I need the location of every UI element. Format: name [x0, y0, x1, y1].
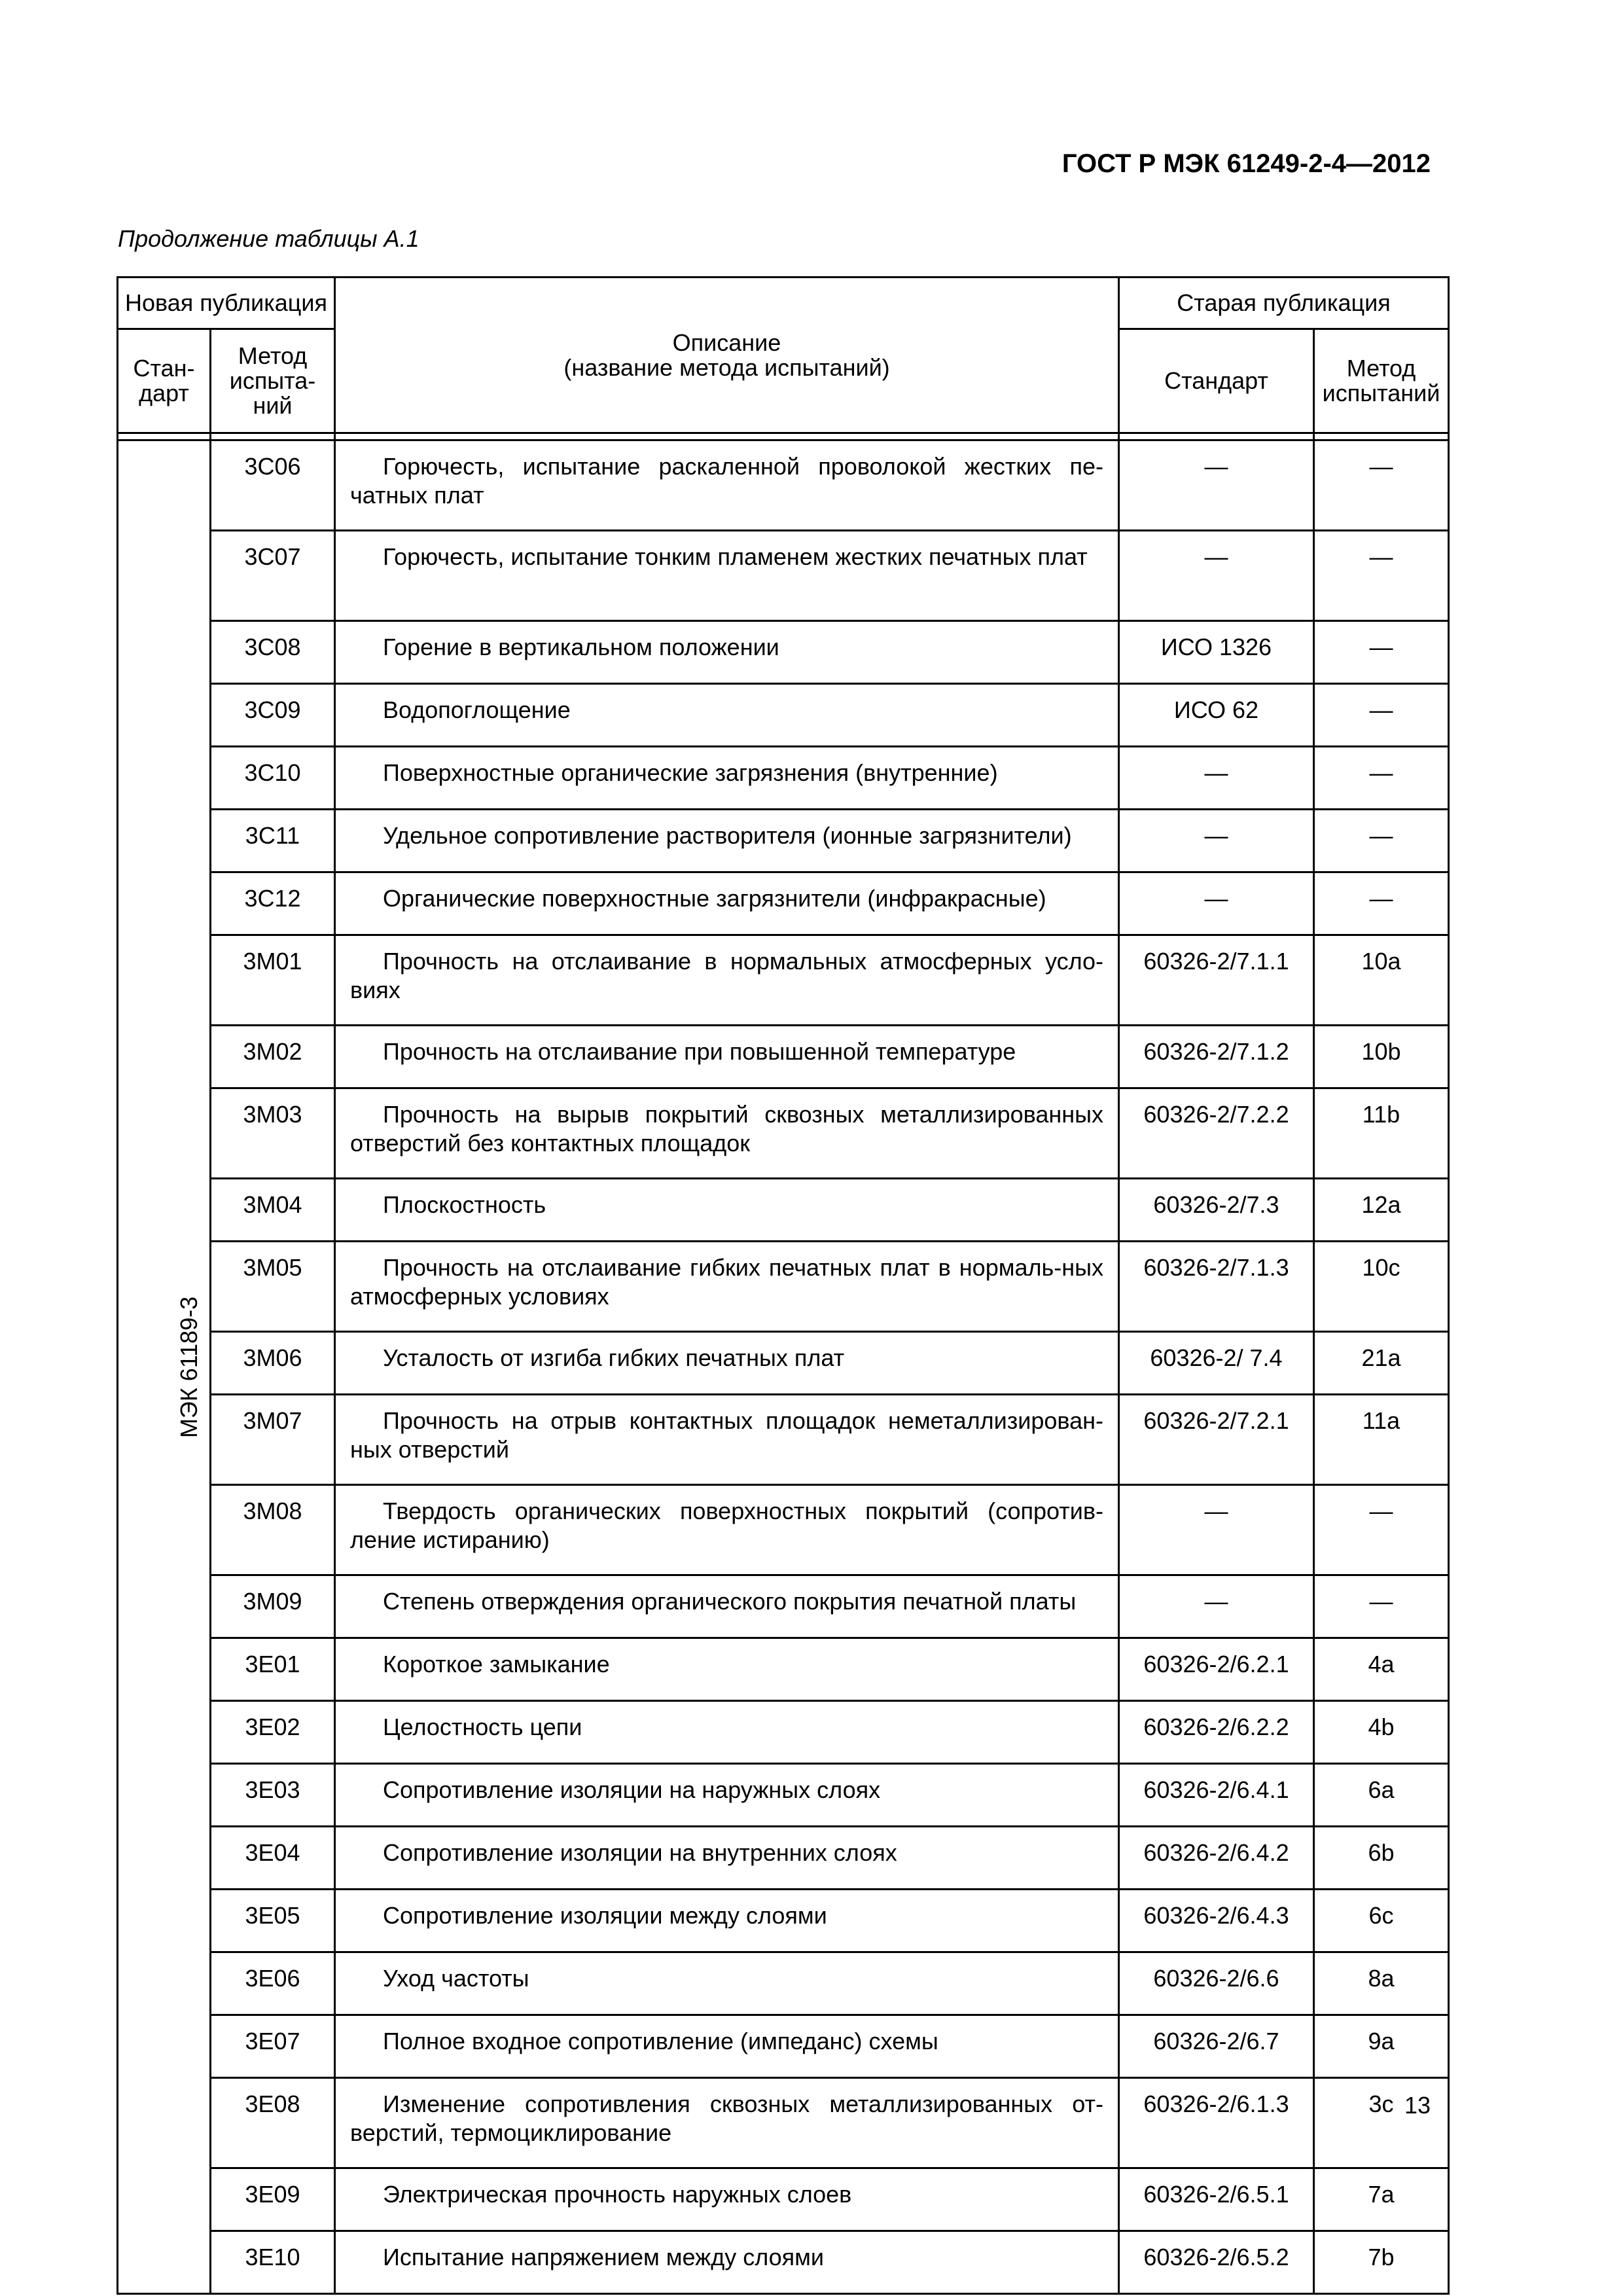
description-cell: Электрическая прочность наружных слоев: [335, 2168, 1119, 2231]
description-cell: Степень отверждения органического покрытия печатной платы: [335, 1575, 1119, 1638]
description-cell: Прочность на отслаивание гибких печатных плат в нормаль-ных атмосферных условиях: [335, 1242, 1119, 1332]
method-code-cell: 3C12: [211, 872, 335, 935]
header-gap: [211, 433, 335, 440]
table-row: [118, 1242, 1449, 1332]
old-standard-cell: —: [1119, 872, 1314, 935]
method-code-cell: 3M04: [211, 1179, 335, 1242]
table-row: [118, 684, 1449, 747]
description-cell: Плоскостность: [335, 1179, 1119, 1242]
description-cell: Горение в вертикальном положении: [335, 621, 1119, 684]
old-method-cell: 6a: [1314, 1764, 1449, 1827]
old-method-cell: 7b: [1314, 2231, 1449, 2294]
old-method-cell: 3c: [1314, 2078, 1449, 2168]
method-code-cell: 3E02: [211, 1701, 335, 1764]
page-number: 13: [1404, 2092, 1431, 2119]
table-row: [118, 1026, 1449, 1088]
table-row: [118, 1575, 1449, 1638]
method-code-cell: 3M08: [211, 1485, 335, 1575]
old-method-cell: 7a: [1314, 2168, 1449, 2231]
old-method-cell: 10a: [1314, 935, 1449, 1026]
description-cell: Прочность на отрыв контактных площадок неметаллизирован-ных отверстий: [335, 1395, 1119, 1485]
old-standard-cell: 60326-2/ 7.4: [1119, 1332, 1314, 1395]
old-method-cell: 4b: [1314, 1701, 1449, 1764]
header-gap: [1314, 433, 1449, 440]
table-row: [118, 1395, 1449, 1485]
method-code-cell: 3M01: [211, 935, 335, 1026]
old-method-cell: —: [1314, 621, 1449, 684]
old-standard-cell: —: [1119, 531, 1314, 621]
table-row: [118, 1764, 1449, 1827]
description-cell: Водопоглощение: [335, 684, 1119, 747]
old-standard-cell: 60326-2/6.4.3: [1119, 1890, 1314, 1952]
document-code: ГОСТ Р МЭК 61249-2-4—2012: [1061, 149, 1431, 178]
description-cell: Удельное сопротивление растворителя (ионные загрязнители): [335, 810, 1119, 872]
method-code-cell: 3M06: [211, 1332, 335, 1395]
method-code-cell: 3E09: [211, 2168, 335, 2231]
method-code-cell: 3C06: [211, 440, 335, 531]
standard-group-cell: [118, 440, 211, 2294]
old-standard-cell: 60326-2/6.4.1: [1119, 1764, 1314, 1827]
old-standard-cell: 60326-2/6.2.1: [1119, 1638, 1314, 1701]
method-code-cell: 3M09: [211, 1575, 335, 1638]
description-cell: Горючесть, испытание тонким пламенем жестких печатных плат: [335, 531, 1119, 621]
old-standard-cell: ИСО 1326: [1119, 621, 1314, 684]
old-standard-cell: —: [1119, 810, 1314, 872]
old-method-cell: 8a: [1314, 1952, 1449, 2015]
description-cell: Короткое замыкание: [335, 1638, 1119, 1701]
table-row: [118, 1827, 1449, 1890]
header-new-publication: Новая публикация: [118, 278, 335, 329]
old-standard-cell: 60326-2/6.2.2: [1119, 1701, 1314, 1764]
description-cell: Прочность на вырыв покрытий сквозных металлизированных отверстий без контактных площадок: [335, 1088, 1119, 1179]
table-row: [118, 1638, 1449, 1701]
old-standard-cell: —: [1119, 1575, 1314, 1638]
table-row: [118, 872, 1449, 935]
description-cell: Горючесть, испытание раскаленной проволокой жестких пе-чатных плат: [335, 440, 1119, 531]
method-code-cell: 3E10: [211, 2231, 335, 2294]
method-code-cell: 3C07: [211, 531, 335, 621]
old-standard-cell: —: [1119, 440, 1314, 531]
description-cell: Уход частоты: [335, 1952, 1119, 2015]
table-continuation-caption: Продолжение таблицы А.1: [118, 225, 419, 252]
header-old-publication: Старая публикация: [1119, 278, 1449, 329]
old-standard-cell: —: [1119, 747, 1314, 810]
description-cell: Сопротивление изоляции на внутренних слоях: [335, 1827, 1119, 1890]
old-method-cell: 6b: [1314, 1827, 1449, 1890]
method-code-cell: 3E06: [211, 1952, 335, 2015]
table-row: [118, 2231, 1449, 2294]
standard-group-label: МЭК 61189-3: [175, 1296, 203, 1438]
old-standard-cell: ИСО 62: [1119, 684, 1314, 747]
table-row: [118, 1088, 1449, 1179]
description-cell: Органические поверхностные загрязнители (инфракрасные): [335, 872, 1119, 935]
description-cell: Сопротивление изоляции между слоями: [335, 1890, 1119, 1952]
old-standard-cell: 60326-2/6.4.2: [1119, 1827, 1314, 1890]
method-code-cell: 3E05: [211, 1890, 335, 1952]
old-method-cell: 12a: [1314, 1179, 1449, 1242]
old-standard-cell: 60326-2/6.5.1: [1119, 2168, 1314, 2231]
old-method-cell: —: [1314, 1485, 1449, 1575]
table-row: [118, 2015, 1449, 2078]
description-cell: Испытание напряжением между слоями: [335, 2231, 1119, 2294]
old-method-cell: —: [1314, 440, 1449, 531]
header-gap: [118, 433, 211, 440]
old-method-cell: 11a: [1314, 1395, 1449, 1485]
old-method-cell: 10c: [1314, 1242, 1449, 1332]
header-gap: [1119, 433, 1314, 440]
old-standard-cell: 60326-2/7.1.3: [1119, 1242, 1314, 1332]
table-row: [118, 2078, 1449, 2168]
old-standard-cell: 60326-2/6.6: [1119, 1952, 1314, 2015]
method-code-cell: 3E07: [211, 2015, 335, 2078]
old-method-cell: 9a: [1314, 2015, 1449, 2078]
table-row: [118, 810, 1449, 872]
old-standard-cell: 60326-2/7.1.1: [1119, 935, 1314, 1026]
header-gap: [335, 433, 1119, 440]
method-code-cell: 3M07: [211, 1395, 335, 1485]
method-code-cell: 3E01: [211, 1638, 335, 1701]
old-standard-cell: 60326-2/6.5.2: [1119, 2231, 1314, 2294]
table-row: [118, 747, 1449, 810]
old-method-cell: —: [1314, 684, 1449, 747]
table-row: [118, 1485, 1449, 1575]
description-cell: Изменение сопротивления сквозных металлизированных от-верстий, термоциклирование: [335, 2078, 1119, 2168]
table-row: [118, 440, 1449, 531]
old-method-cell: 21a: [1314, 1332, 1449, 1395]
table-row: [118, 2168, 1449, 2231]
table-row: [118, 621, 1449, 684]
method-code-cell: 3E04: [211, 1827, 335, 1890]
method-code-cell: 3E03: [211, 1764, 335, 1827]
header-standard-old: Стандарт: [1119, 329, 1314, 433]
table-row: [118, 1332, 1449, 1395]
table-row: [118, 1952, 1449, 2015]
header-method-old: Метод испытаний: [1314, 329, 1449, 433]
table-row: [118, 935, 1449, 1026]
old-standard-cell: —: [1119, 1485, 1314, 1575]
description-cell: Поверхностные органические загрязнения (внутренние): [335, 747, 1119, 810]
old-method-cell: —: [1314, 747, 1449, 810]
header-standard-new: Стан- дарт: [118, 329, 211, 433]
old-method-cell: —: [1314, 1575, 1449, 1638]
description-cell: Сопротивление изоляции на наружных слоях: [335, 1764, 1119, 1827]
table-row: [118, 1701, 1449, 1764]
old-standard-cell: 60326-2/7.2.1: [1119, 1395, 1314, 1485]
table-row: [118, 531, 1449, 621]
old-standard-cell: 60326-2/6.7: [1119, 2015, 1314, 2078]
method-code-cell: 3C09: [211, 684, 335, 747]
table-row: [118, 1890, 1449, 1952]
old-standard-cell: 60326-2/6.1.3: [1119, 2078, 1314, 2168]
method-code-cell: 3M02: [211, 1026, 335, 1088]
old-standard-cell: 60326-2/7.2.2: [1119, 1088, 1314, 1179]
description-cell: Полное входное сопротивление (импеданс) схемы: [335, 2015, 1119, 2078]
method-code-cell: 3C08: [211, 621, 335, 684]
method-code-cell: 3E08: [211, 2078, 335, 2168]
method-code-cell: 3M03: [211, 1088, 335, 1179]
method-code-cell: 3M05: [211, 1242, 335, 1332]
header-method-new: Метод испыта- ний: [211, 329, 335, 433]
old-method-cell: —: [1314, 872, 1449, 935]
table-body: [118, 440, 1449, 2294]
method-code-cell: 3C11: [211, 810, 335, 872]
old-standard-cell: 60326-2/7.3: [1119, 1179, 1314, 1242]
description-cell: Усталость от изгиба гибких печатных плат: [335, 1332, 1119, 1395]
description-cell: Твердость органических поверхностных покрытий (сопротив-ление истиранию): [335, 1485, 1119, 1575]
description-cell: Прочность на отслаивание в нормальных атмосферных усло-виях: [335, 935, 1119, 1026]
method-code-cell: 3C10: [211, 747, 335, 810]
publications-table: [116, 276, 1450, 2295]
old-method-cell: —: [1314, 531, 1449, 621]
old-method-cell: 11b: [1314, 1088, 1449, 1179]
old-method-cell: 6c: [1314, 1890, 1449, 1952]
old-method-cell: 4a: [1314, 1638, 1449, 1701]
header-description: Описание (название метода испытаний): [335, 278, 1119, 433]
old-method-cell: 10b: [1314, 1026, 1449, 1088]
description-cell: Прочность на отслаивание при повышенной температуре: [335, 1026, 1119, 1088]
old-method-cell: —: [1314, 810, 1449, 872]
old-standard-cell: 60326-2/7.1.2: [1119, 1026, 1314, 1088]
table-row: [118, 1179, 1449, 1242]
description-cell: Целостность цепи: [335, 1701, 1119, 1764]
